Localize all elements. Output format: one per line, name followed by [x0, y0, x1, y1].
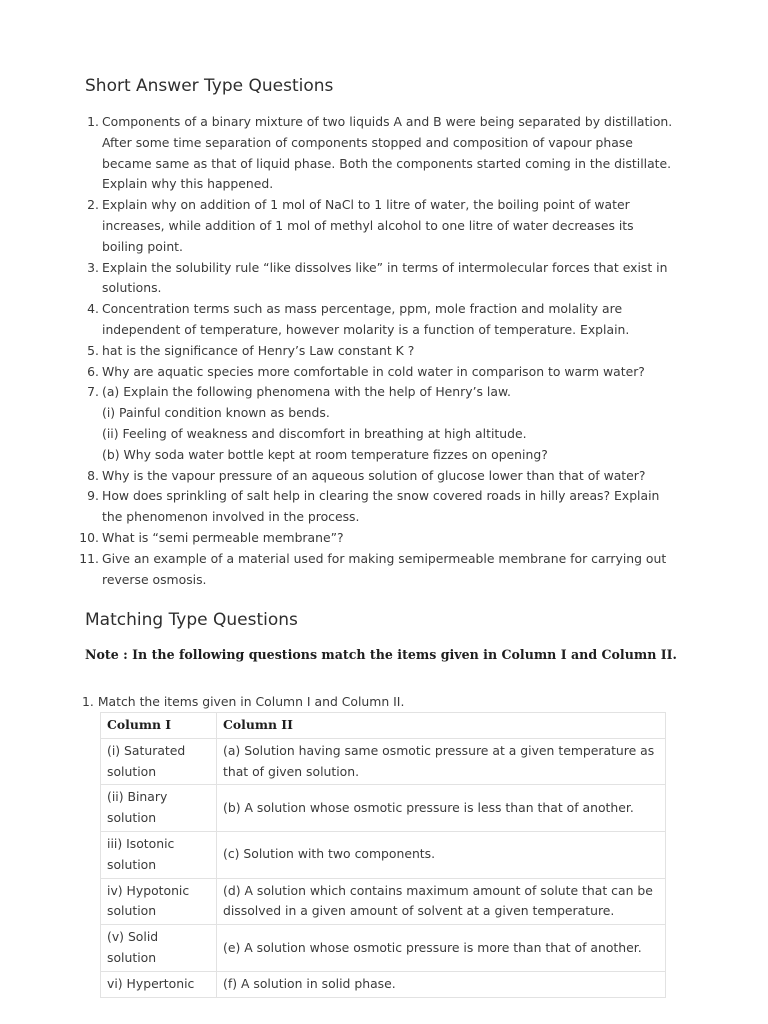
- list-item: [0, 549, 768, 591]
- question-number: 3.: [87, 259, 99, 275]
- list-item: [0, 112, 768, 195]
- list-item: [0, 528, 768, 549]
- question-subpart: (ii) Feeling of weakness and discomfort in breathing at high altitude.: [102, 425, 527, 441]
- matching-table: [100, 712, 666, 998]
- question-text: Why is the vapour pressure of an aqueous solution of glucose lower than that of water?: [102, 467, 646, 483]
- table-row: [101, 738, 666, 785]
- question-text: (a) Explain the following phenomena with the help of Henry’s law.: [102, 384, 511, 400]
- question-number: 1.: [87, 114, 99, 129]
- matching-heading: Matching Type Questions: [85, 610, 298, 630]
- table-cell: (v) Solid solution: [101, 925, 217, 972]
- matching-note: Note : In the following questions match the items given in Column I and Column II.: [85, 647, 677, 662]
- table-cell: (c) Solution with two components.: [217, 831, 666, 878]
- question-number: 5.: [87, 342, 99, 358]
- column-header: Column I: [101, 713, 217, 739]
- short-answer-list: [0, 112, 768, 590]
- table-cell: iv) Hypotonic solution: [101, 878, 217, 925]
- table-row: [101, 785, 666, 832]
- list-item: [0, 341, 768, 362]
- column-header: Column II: [217, 713, 666, 739]
- table-row: [101, 878, 666, 925]
- list-item: [0, 195, 768, 257]
- question-subpart: (b) Why soda water bottle kept at room temperature fizzes on opening?: [102, 446, 548, 462]
- table-cell: (i) Saturated solution: [101, 738, 217, 785]
- table-row: [101, 831, 666, 878]
- list-item: [0, 486, 768, 528]
- table-cell: iii) Isotonic solution: [101, 831, 217, 878]
- question-number: 1.: [82, 694, 94, 709]
- question-number: 10.: [79, 529, 99, 545]
- matching-question-intro: [82, 692, 404, 712]
- question-number: 4.: [87, 301, 99, 317]
- list-item: [0, 382, 768, 465]
- table-cell: (a) Solution having same osmotic pressure at a given temperature as that of given solution.: [217, 738, 666, 785]
- question-text: Explain why on addition of 1 mol of NaCl to 1 litre of water, the boiling point of water increases, while addition of 1 mol of methyl alcohol to one litre of water decreases its boiling point.: [102, 197, 634, 254]
- question-text: Match the items given in Column I and Column II.: [97, 694, 405, 709]
- table-cell: (e) A solution whose osmotic pressure is more than that of another.: [217, 925, 666, 972]
- table-cell: vi) Hypertonic: [101, 971, 217, 997]
- table-row: [101, 925, 666, 972]
- question-number: 7.: [87, 384, 99, 400]
- question-subpart: (i) Painful condition known as bends.: [102, 405, 330, 421]
- question-number: 11.: [79, 550, 99, 566]
- list-item: [0, 299, 768, 341]
- list-item: [0, 362, 768, 383]
- question-number: 9.: [87, 488, 99, 504]
- question-number: 2.: [87, 197, 99, 213]
- question-text: Explain the solubility rule “like dissolves like” in terms of intermolecular forces that exist in solutions.: [102, 259, 668, 296]
- list-item: [0, 258, 768, 300]
- question-text: Components of a binary mixture of two liquids A and B were being separated by distillation. After some time separation of components stopped and composition of vapour phase became same as that of liquid phase. Both the components started coming in the distillate. Explain why this happened.: [102, 114, 673, 192]
- table-cell: (f) A solution in solid phase.: [217, 971, 666, 997]
- table-cell: (d) A solution which contains maximum amount of solute that can be dissolved in a given amount of solvent at a given temperature.: [217, 878, 666, 925]
- question-text: What is “semi permeable membrane”?: [102, 529, 344, 545]
- table-row: [101, 971, 666, 997]
- question-text: Give an example of a material used for making semipermeable membrane for carrying out reverse osmosis.: [102, 550, 667, 587]
- question-text: Why are aquatic species more comfortable in cold water in comparison to warm water?: [102, 363, 645, 379]
- short-answer-heading: Short Answer Type Questions: [85, 76, 334, 96]
- list-item: [0, 466, 768, 487]
- question-text: How does sprinkling of salt help in clearing the snow covered roads in hilly areas? Explain the phenomenon involved in the process.: [102, 488, 660, 525]
- table-cell: (ii) Binary solution: [101, 785, 217, 832]
- question-number: 8.: [87, 467, 99, 483]
- question-number: 6.: [87, 363, 99, 379]
- table-cell: (b) A solution whose osmotic pressure is less than that of another.: [217, 785, 666, 832]
- table-header-row: [101, 713, 666, 739]
- question-text: hat is the significance of Henry’s Law constant K ?: [102, 342, 415, 358]
- question-text: Concentration terms such as mass percentage, ppm, mole fraction and molality are independent of temperature, however molarity is a function of temperature. Explain.: [102, 301, 630, 337]
